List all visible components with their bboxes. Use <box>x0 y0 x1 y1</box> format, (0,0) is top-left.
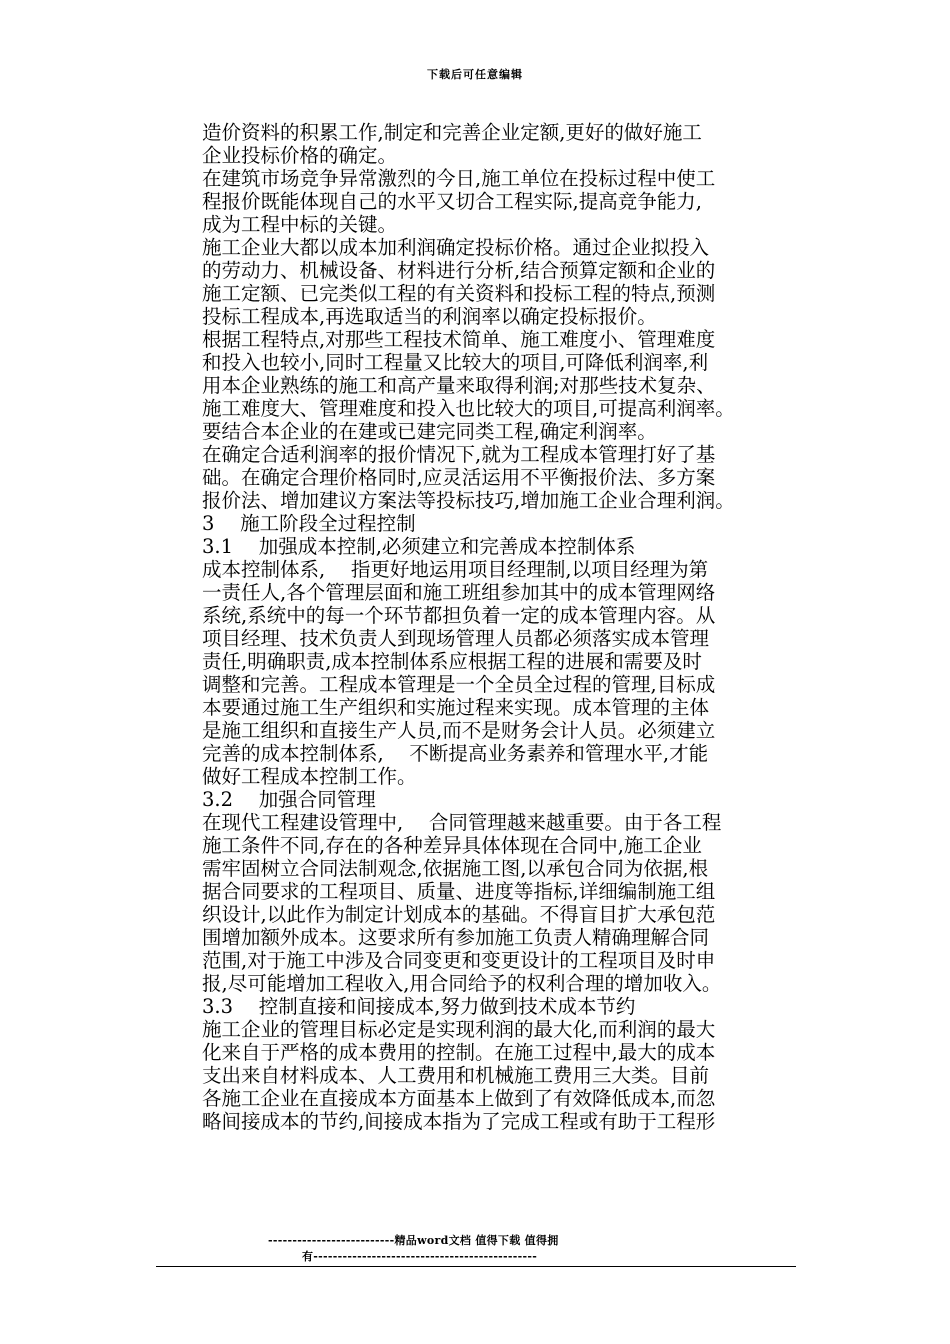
body-text-line: 施工难度大、管理难度和投入也比较大的项目,可提高利润率。 <box>202 397 735 420</box>
body-text-line: 各施工企业在直接成本方面基本上做到了有效降低成本,而忽 <box>202 1087 716 1110</box>
body-text-line: 调整和完善。工程成本管理是一个全员全过程的管理,目标成 <box>202 673 716 696</box>
body-text-line: 成为工程中标的关键。 <box>202 213 398 236</box>
body-text-line: 本要通过施工生产组织和实施过程来实现。成本管理的主体 <box>202 696 710 719</box>
body-text-line: 需牢固树立合同法制观念,依据施工图,以承包合同为依据,根 <box>202 857 709 880</box>
body-text-line: 施工企业大都以成本加利润确定投标价格。通过企业拟投入 <box>202 236 710 259</box>
body-text-line: 项目经理、技术负责人到现场管理人员都必须落实成本管理 <box>202 627 710 650</box>
body-text-line: 3 施工阶段全过程控制 <box>202 512 416 535</box>
body-text-line: 用本企业熟练的施工和高产量来取得利润;对那些技术复杂、 <box>202 374 716 397</box>
body-text-line: 报,尽可能增加工程收入,用合同给予的权利合理的增加收入。 <box>202 972 722 995</box>
body-text-line: 完善的成本控制体系, 不断提高业务素养和管理水平,才能 <box>202 742 709 765</box>
body-text-line: 造价资料的积累工作,制定和完善企业定额,更好的做好施工 <box>202 121 702 144</box>
body-text-line: 3.1 加强成本控制,必须建立和完善成本控制体系 <box>202 535 636 558</box>
footer-note-line-1: --------------------------精品word文档 值得下载 值得拥 <box>268 1234 559 1247</box>
body-text-line: 据合同要求的工程项目、质量、进度等指标,详细编制施工组 <box>202 880 716 903</box>
body-text-line: 3.2 加强合同管理 <box>202 788 376 811</box>
body-text-line: 报价法、增加建议方案法等投标技巧,增加施工企业合理利润。 <box>202 489 735 512</box>
body-text-line: 和投入也较小,同时工程量又比较大的项目,可降低利润率,利 <box>202 351 709 374</box>
body-text-line: 施工企业的管理目标必定是实现利润的最大化,而利润的最大 <box>202 1018 716 1041</box>
body-text-line: 围增加额外成本。这要求所有参加施工负责人精确理解合同 <box>202 926 710 949</box>
body-text-line: 支出来自材料成本、人工费用和机械施工费用三大类。目前 <box>202 1064 710 1087</box>
body-text-line: 织设计,以此作为制定计划成本的基础。不得盲目扩大承包范 <box>202 903 716 926</box>
body-text-line: 础。在确定合理价格同时,应灵活运用不平衡报价法、多方案 <box>202 466 716 489</box>
body-text-line: 系统,系统中的每一个环节都担负着一定的成本管理内容。从 <box>202 604 716 627</box>
body-text-line: 做好工程成本控制工作。 <box>202 765 417 788</box>
body-text-line: 企业投标价格的确定。 <box>202 144 398 167</box>
body-text-line: 在现代工程建设管理中, 合同管理越来越重要。由于各工程 <box>202 811 722 834</box>
body-text-line: 在建筑市场竞争异常激烈的今日,施工单位在投标过程中使工 <box>202 167 716 190</box>
body-text-line: 一责任人,各个管理层面和施工班组参加其中的成本管理网络 <box>202 581 716 604</box>
page-header-note: 下载后可任意编辑 <box>427 68 523 81</box>
body-text-line: 程报价既能体现自己的水平又切合工程实际,提高竞争能力, <box>202 190 702 213</box>
document-body <box>202 121 802 1133</box>
body-text-line: 成本控制体系, 指更好地运用项目经理制,以项目经理为第 <box>202 558 709 581</box>
body-text-line: 略间接成本的节约,间接成本指为了完成工程或有助于工程形 <box>202 1110 716 1133</box>
body-text-line: 在确定合适利润率的报价情况下,就为工程成本管理打好了基 <box>202 443 716 466</box>
body-text-line: 根据工程特点,对那些工程技术简单、施工难度小、管理难度 <box>202 328 716 351</box>
body-text-line: 施工定额、已完类似工程的有关资料和投标工程的特点,预测 <box>202 282 716 305</box>
body-text-line: 责任,明确职责,成本控制体系应根据工程的进展和需要及时 <box>202 650 702 673</box>
body-text-line: 施工条件不同,存在的各种差异具体体现在合同中,施工企业 <box>202 834 702 857</box>
footer-note-line-2: 有---------------------------------------------- <box>302 1250 538 1263</box>
body-text-line: 的劳动力、机械设备、材料进行分析,结合预算定额和企业的 <box>202 259 716 282</box>
body-text-line: 范围,对于施工中涉及合同变更和变更设计的工程项目及时申 <box>202 949 716 972</box>
body-text-line: 3.3 控制直接和间接成本,努力做到技术成本节约 <box>202 995 636 1018</box>
footer-divider <box>156 1266 796 1267</box>
body-text-line: 投标工程成本,再选取适当的利润率以确定投标报价。 <box>202 305 657 328</box>
body-text-line: 是施工组织和直接生产人员,而不是财务会计人员。必须建立 <box>202 719 716 742</box>
body-text-line: 化来自于严格的成本费用的控制。在施工过程中,最大的成本 <box>202 1041 716 1064</box>
body-text-line: 要结合本企业的在建或已建完同类工程,确定利润率。 <box>202 420 657 443</box>
